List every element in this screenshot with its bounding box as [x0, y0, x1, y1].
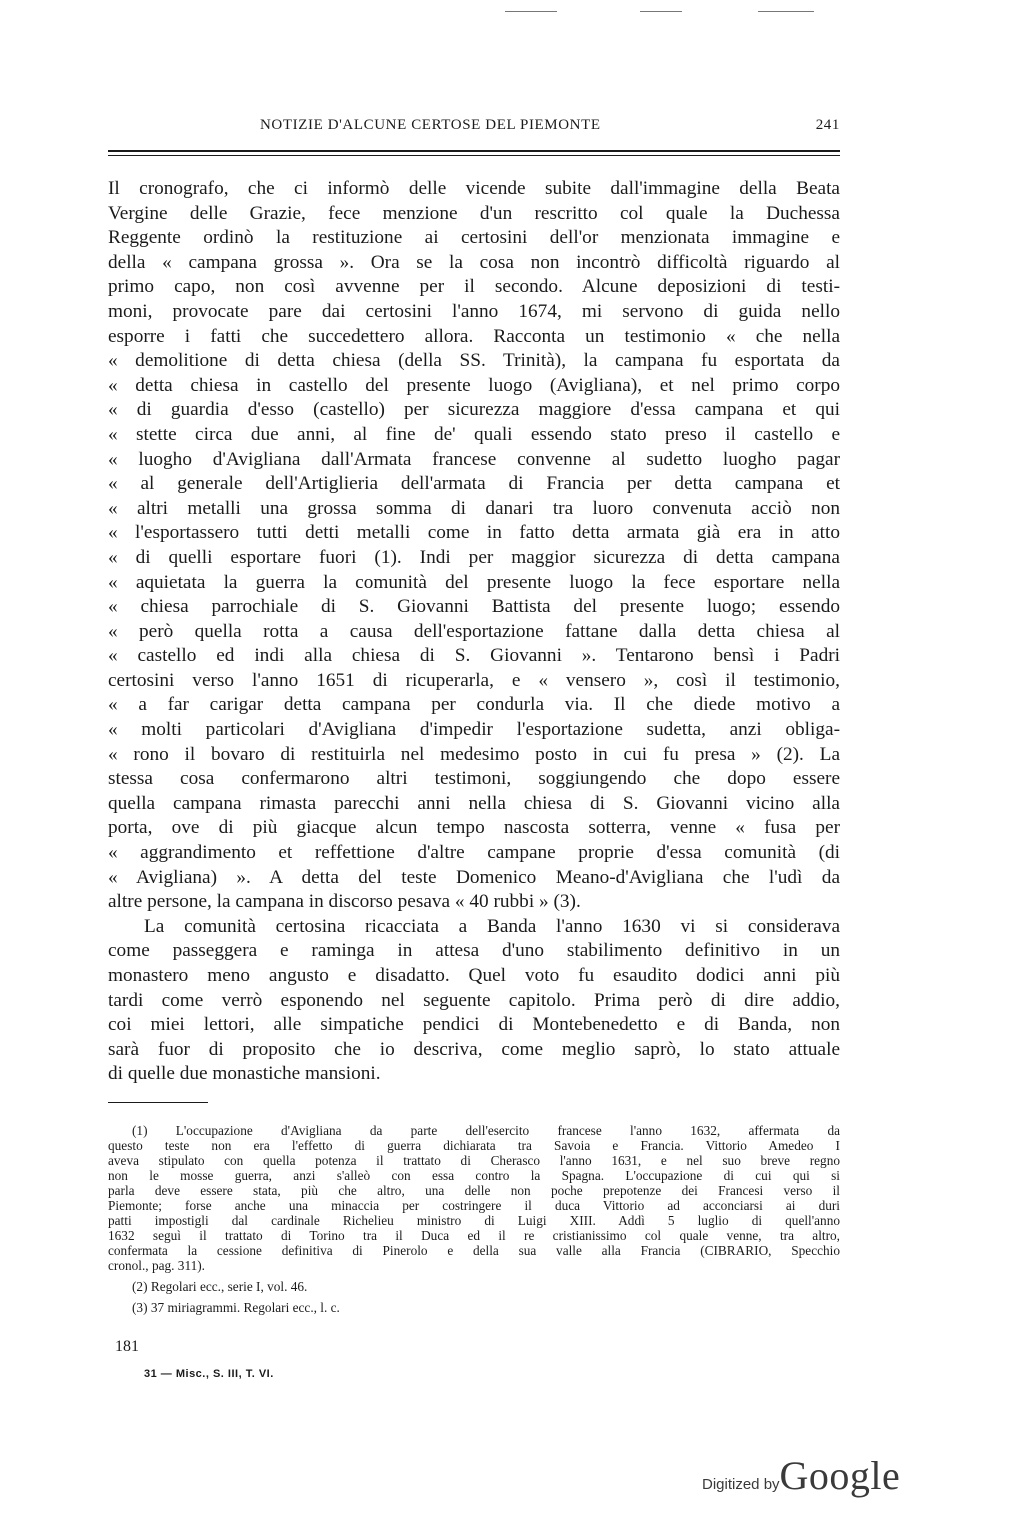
text-line: come passeggera e raminga in attesa d'uno stabilimento definitivo in un [108, 940, 840, 962]
text-line: « al generale dell'Artiglieria dell'armata di Francia per detta campana et [108, 473, 840, 495]
header-rule [108, 150, 840, 152]
signature-number: 181 [115, 1338, 139, 1355]
footnote-rule [108, 1102, 208, 1103]
scan-mark [640, 11, 682, 12]
footnote-line: cronol., pag. 311). [108, 1258, 205, 1273]
text-line: « di quelli esportare fuori (1). Indi per maggior sicurezza di detta campana [108, 546, 840, 568]
text-line: « detta chiesa in castello del presente luogo (Avigliana), et nel primo corpo [108, 374, 840, 396]
footnote-line: questo teste non era l'effetto di guerra dichiarata tra Savoia e Francia. Vittorio Amedeo I [108, 1138, 840, 1153]
text-line: « molti particolari d'Avigliana d'impedir l'esportazione sudetta, anzi obliga- [108, 719, 840, 741]
text-line: primo capo, non così avvenne per il secondo. Alcune deposizioni di testi- [108, 276, 840, 298]
text-line: « però quella rotta a causa dell'esportazione fattane dalla detta chiesa al [108, 620, 840, 642]
running-title: NOTIZIE D'ALCUNE CERTOSE DEL PIEMONTE [260, 117, 601, 133]
text-line: « aggrandimento et reffettione d'altre campane proprie d'essa comunità (di [108, 842, 840, 864]
page-number: 241 [815, 117, 840, 133]
footnote-2: (2) Regolari ecc., serie I, vol. 46. [132, 1279, 308, 1294]
text-line: « aquietata la guerra la comunità del presente luogo la fece esportare nella [108, 571, 840, 593]
text-line: stessa cosa confermarono altri testimoni, soggiungendo che dopo essere [108, 768, 840, 790]
footnote-line: aveva stipulato con quella potenza il trattato di Cherasco l'anno 1631, e nel suo breve regno [108, 1153, 840, 1168]
text-line: tardi come verrò esponendo nel seguente capitolo. Prima però di dire addio, [108, 989, 840, 1011]
text-line: « stette circa due anni, al fine de' quali essendo stato preso il castello e [108, 423, 840, 445]
footnotes [108, 1123, 840, 1315]
text-line: « chiesa parrochiale di S. Giovanni Battista del presente luogo; essendo [108, 596, 840, 618]
text-line: monastero meno angusto e disadatto. Quel voto fu esaudito dodici anni più [108, 965, 840, 986]
text-line: « l'esportassero tutti detti metalli come in fatto detta armata già era in atto [108, 522, 840, 544]
paragraph-start-line: La comunità certosina ricacciata a Banda l'anno 1630 vi si considerava [144, 915, 840, 937]
text-line: porta, ove di più giacque alcun tempo nascosta sotterra, venne « fusa per [108, 817, 840, 839]
paragraph-end-line: di quelle due monastiche mansioni. [108, 1063, 381, 1085]
text-line: della « campana grossa ». Ora se la cosa non incontrò difficoltà riguardo al [108, 251, 840, 273]
text-line: sarà fuor di proposito che io descriva, come meglio saprò, lo stato attuale [108, 1038, 840, 1060]
text-line: « di guardia d'esso (castello) per sicurezza maggiore d'essa campana et qui [108, 399, 840, 421]
footnote-line: parla deve essere stata, più che altro, una delle non poche prepotenze dei Francesi verso il [108, 1183, 840, 1198]
text-line: « castello ed indi alla chiesa di S. Giovanni ». Tentarono bensì i Padri [108, 645, 840, 667]
footnote-line: (1) L'occupazione d'Avigliana da parte dell'esercito francese l'anno 1632, affermata da [132, 1123, 840, 1138]
text-line: coi miei lettori, alle simpatiche pendici di Montebenedetto e di Banda, non [108, 1014, 840, 1036]
volume-signature: 31 — Misc., S. III, T. VI. [144, 1368, 274, 1380]
text-line: Reggente ordinò la restituzione ai certosini dell'or menzionata immagine e [108, 227, 840, 249]
scan-mark [758, 11, 814, 12]
text-line: quella campana rimasta parecchi anni nella chiesa di S. Giovanni vicino alla [108, 792, 840, 814]
header-rule [108, 155, 840, 156]
text-line: « luogho d'Avigliana dall'Armata francese convenne al sudetto luogho pagar [108, 448, 840, 470]
paragraph-end-line: altre persone, la campana in discorso pesava « 40 rubbi » (3). [108, 891, 581, 913]
digitized-label: Digitized by [702, 1476, 780, 1493]
text-line: esporre i fatti che succedettero allora. Racconta un testimonio « che nella [108, 325, 840, 347]
footnote-3: (3) 37 miriagrammi. Regolari ecc., l. c. [132, 1300, 340, 1315]
text-line: Vergine delle Grazie, fece menzione d'un rescritto col quale la Duchessa [108, 202, 840, 224]
footnote-line: non le mosse guerra, anzi s'alleò con essa contro la Spagna. L'occupazione di cui qui si [108, 1168, 840, 1183]
text-line: certosini verso l'anno 1651 di ricuperarla, e « vensero », così il testimonio, [108, 669, 840, 691]
text-line: « a far carigar detta campana per condurla via. Il che diede motivo a [108, 694, 840, 716]
text-line: « rono il bovaro di restituirla nel medesimo posto in cui fu presa » (2). La [108, 743, 840, 765]
google-logo: Google [779, 1453, 901, 1498]
footnote-line: confermata la cessione definitiva di Pinerolo e della sua valle alla Francia (CIBRARIO, Specchio [108, 1243, 840, 1258]
text-line: Il cronografo, che ci informò delle vicende subite dall'immagine della Beata [108, 178, 840, 199]
footnote-line: patti impostigli dal cardinale Richelieu ministro di Luigi XIII. Addì 5 luglio di quell'anno [108, 1213, 840, 1228]
running-head [108, 117, 840, 139]
scan-mark [505, 11, 557, 12]
footnote-line: 1632 seguì il trattato di Torino tra il Duca ed il re cristianissimo col quale venne, tra altro, [108, 1228, 840, 1243]
text-line: « demolitione di detta chiesa (della SS. Trinità), la campana fu esportata da [108, 350, 840, 372]
footnote-line: Piemonte; forse anche una minaccia per costringere il duca Vittorio ad acconciarsi ai duri [108, 1198, 840, 1213]
text-line: « Avigliana) ». A detta del teste Domenico Meano-d'Avigliana che l'udì da [108, 866, 840, 888]
text-line: « altri metalli una grossa somma di danari tra luoro convenuta acciò non [108, 497, 840, 519]
digitized-watermark [702, 1452, 900, 1499]
text-line: moni, provocate pare dai certosini l'anno 1674, mi servono di guida nello [108, 300, 840, 322]
body-text [108, 177, 840, 1087]
